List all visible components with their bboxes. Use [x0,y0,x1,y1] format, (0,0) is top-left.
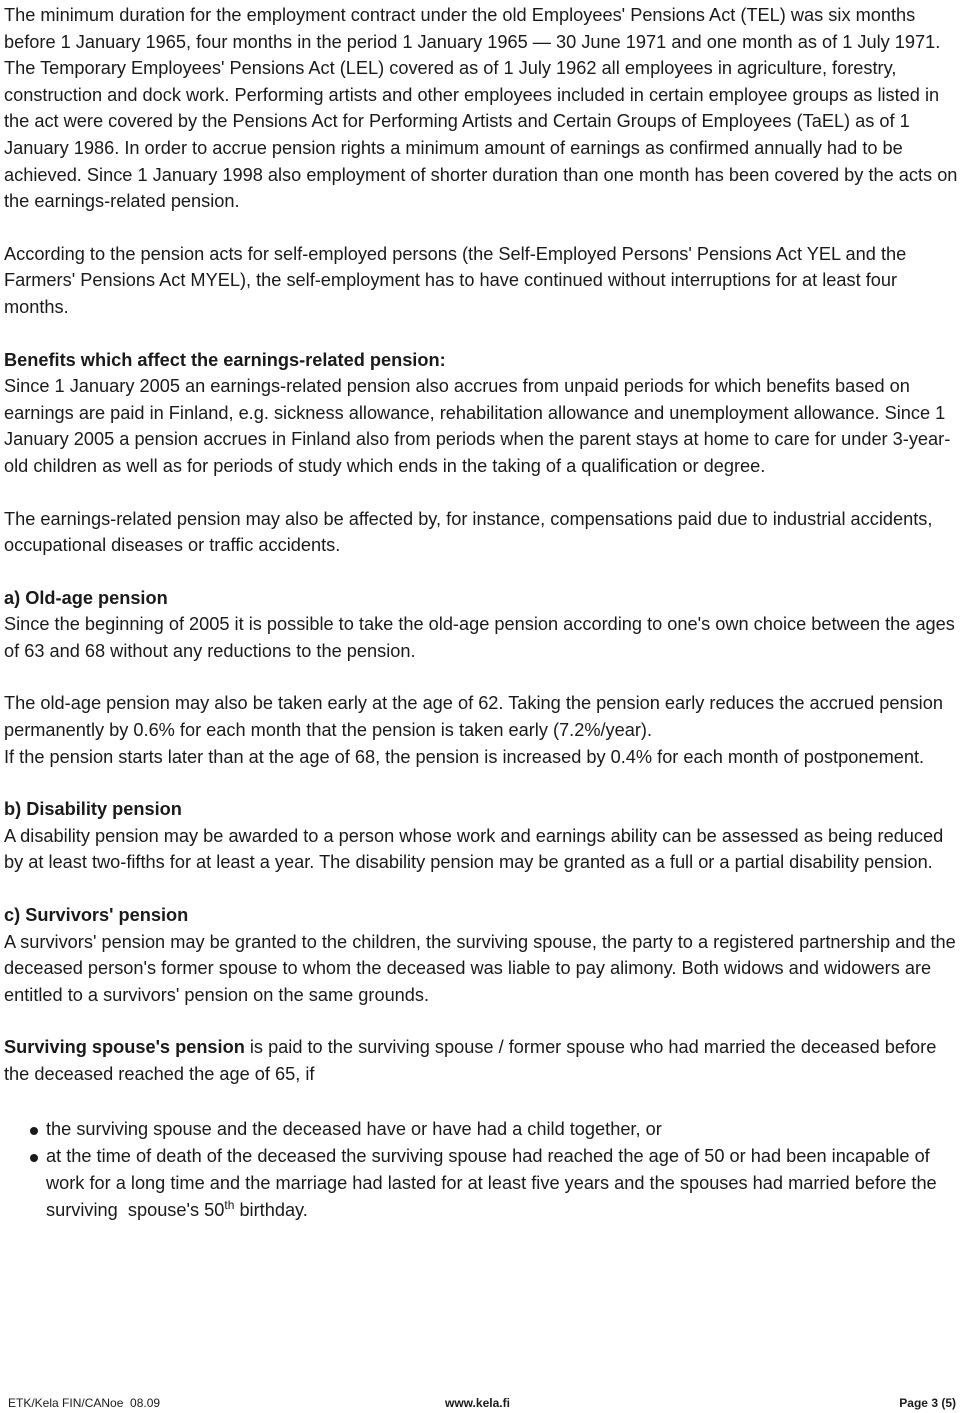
survivors-pension-heading: c) Survivors' pension [4,905,189,926]
footer-website-link[interactable]: www.kela.fi [445,1396,510,1410]
list-item [4,1116,958,1143]
paragraph-old-age-choice: Since the beginning of 2005 it is possible to take the old-age pension according to one's own choice between the ages of 63 and 68 without any reductions to the pension. [4,614,955,661]
paragraph-compensations: The earnings-related pension may also be affected by, for instance, compensations paid due to industrial accidents, occupational diseases or traffic accidents. [4,508,933,556]
footer-page-number: Page 3 (5) [899,1396,956,1410]
page-footer [8,1395,956,1411]
surviving-spouse-lead: Surviving spouse's pension [4,1037,245,1058]
list-item [4,1143,958,1224]
paragraph-old-age-early: The old-age pension may also be taken early at the age of 62. Taking the pension early reduces the accrued pension permanently by 0.6% for each month that the pension is taken early (7.2%/year). [4,693,943,741]
paragraph-self-employed: According to the pension acts for self-employed persons (the Self-Employed Persons' Pensions Act YEL and the Farmers' Pensions Act MYEL), the self-employment has to have continued without interruptions for at least four months. [4,243,907,317]
benefits-heading: Benefits which affect the earnings-related pension: [4,349,446,370]
paragraph-survivors: A survivors' pension may be granted to the children, the surviving spouse, the party to a registered partnership and the deceased person's former spouse to whom the deceased was liable to pay alimony. Both widows and widowers are entitled to a survivors' pension on the same grounds. [4,931,956,1005]
footer-document-code: ETK/Kela FIN/CANoe 08.09 [8,1396,161,1410]
paragraph-surviving-spouse [4,1034,958,1087]
ordinal-suffix: th [224,1197,235,1212]
disability-pension-heading: b) Disability pension [4,799,182,820]
condition-end: birthday. [234,1199,308,1220]
paragraph-employment-duration: The minimum duration for the employment contract under the old Employees' Pensions Act (TEL) was six months before 1 January 1965, four months in the period 1 January 1965 — 30 June 1971 and one month as of 1 July 1971. The Temporary Employees' Pensions Act (LEL) covered as of 1 July 1962 all employees in agriculture, forestry, construction and dock work. Performing artists and other employees included in certain employee groups as listed in the act were covered by the Pensions Act for Performing Artists and Certain Groups of Employees (TaEL) as of 1 January 1986. In order to accrue pension rights a minimum amount of earnings as confirmed annually had to be achieved. Since 1 January 1998 also employment of shorter duration than one month has been covered by the acts on the earnings-related pension. [4,5,958,212]
document-body [4,2,958,1224]
condition-child-together: the surviving spouse and the deceased have or have had a child together, or [46,1118,662,1139]
surviving-spouse-conditions-list [4,1116,958,1224]
old-age-pension-heading: a) Old-age pension [4,587,168,608]
paragraph-old-age-postponement: If the pension starts later than at the age of 68, the pension is increased by 0.4% for each month of postponement. [4,746,925,767]
surviving-spouse-text: is paid to the surviving spouse / former spouse who had married the deceased before the deceased reached the age of 65, if [4,1037,937,1084]
paragraph-disability: A disability pension may be awarded to a person whose work and earnings ability can be assessed as being reduced by at least two-fifths for at least a year. The disability pension may be granted as a full or a partial disability pension. [4,825,944,873]
paragraph-benefits: Since 1 January 2005 an earnings-related pension also accrues from unpaid periods for which benefits based on earnings are paid in Finland, e.g. sickness allowance, rehabilitation allowance and unemployment allowance. Since 1 January 2005 a pension accrues in Finland also from periods when the parent stays at home to care for under 3-year-old children as well as for periods of study which ends in the taking of a qualification or degree. [4,376,951,476]
condition-age-or-incapable: at the time of death of the deceased the surviving spouse had reached the age of 50 or had been incapable of work for a long time and the marriage had lasted for at least five years and the spouses had married before the surviving spouse's 50 [46,1145,937,1220]
